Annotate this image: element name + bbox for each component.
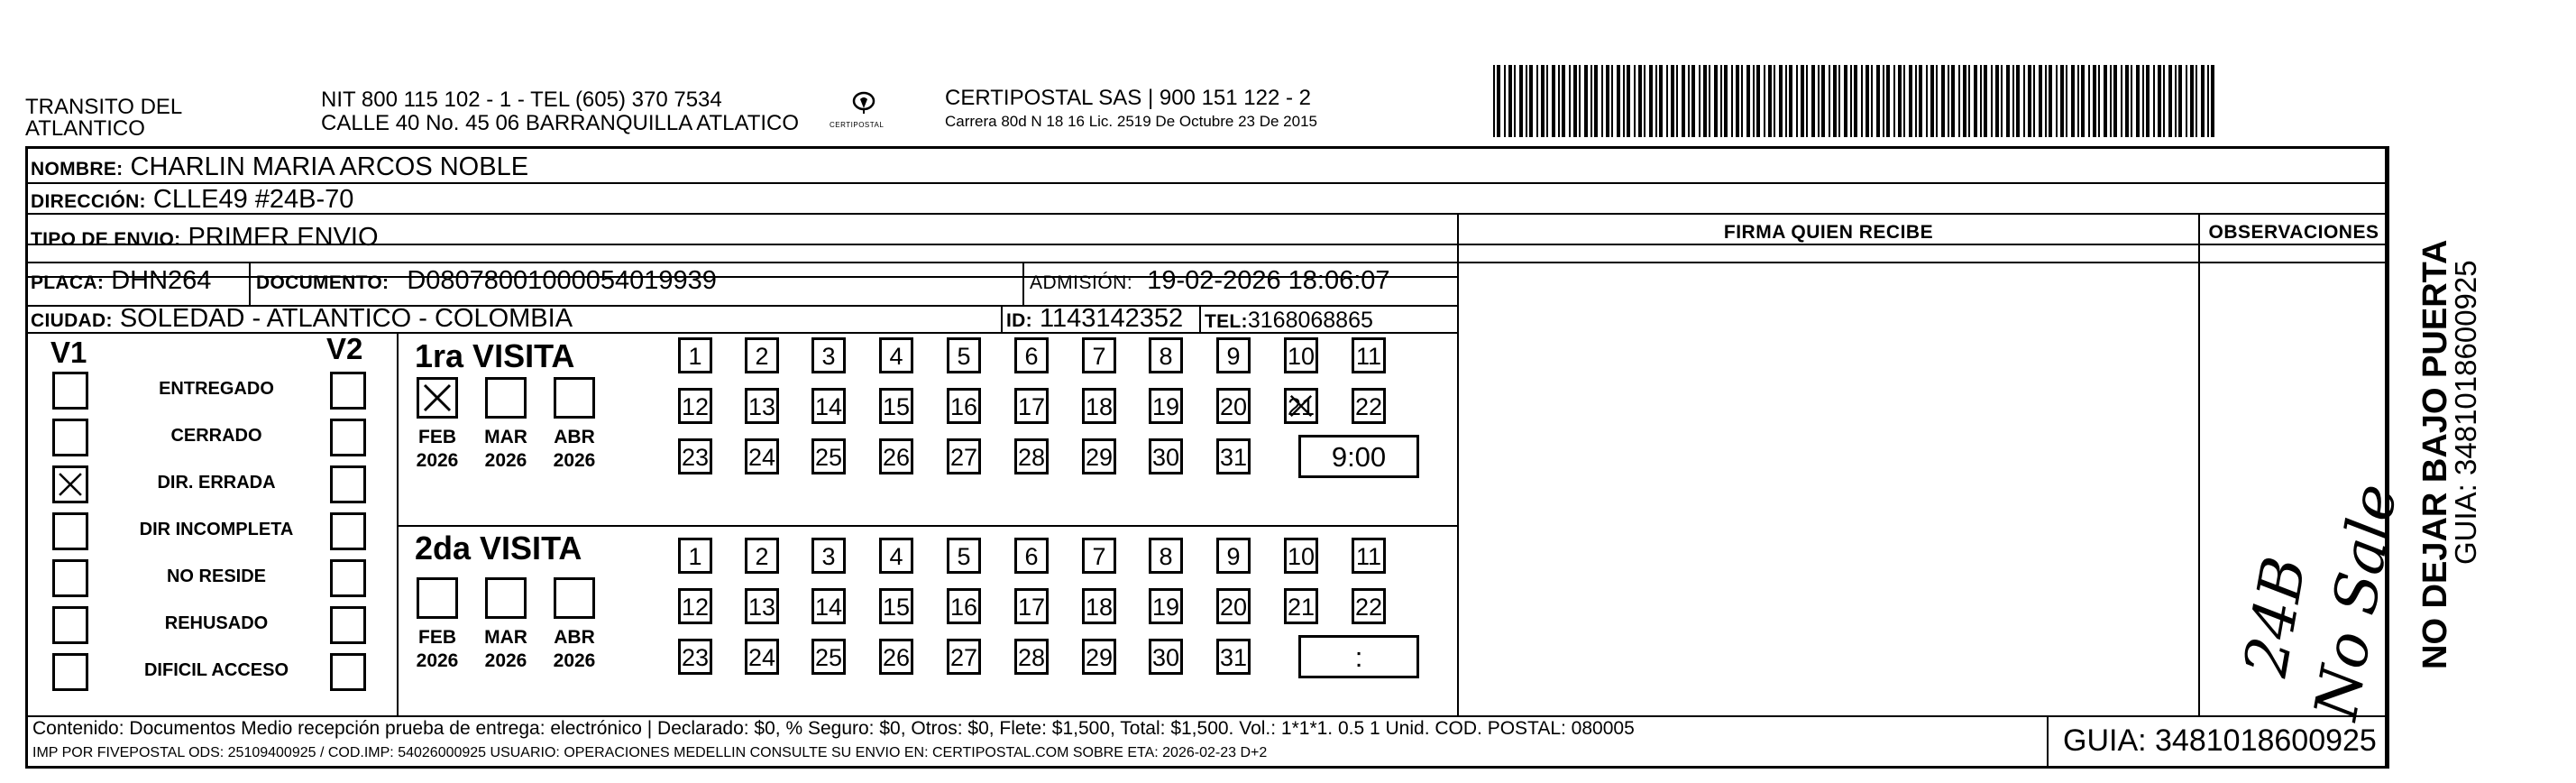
v2-checkbox[interactable] (330, 372, 366, 410)
firma-column-header: FIRMA QUIEN RECIBE (1723, 222, 1934, 243)
day-number: 19 (1151, 594, 1180, 621)
day-box[interactable] (811, 538, 846, 574)
checkmark-x-icon (419, 380, 455, 416)
day-number: 10 (1287, 543, 1316, 570)
day-number: 3 (821, 343, 836, 370)
day-number: 27 (949, 644, 978, 671)
day-number: 16 (949, 393, 978, 420)
day-number: 12 (681, 594, 710, 621)
month-checkbox[interactable] (554, 377, 595, 419)
status-label: CERRADO (170, 426, 262, 446)
day-box[interactable] (1014, 438, 1049, 474)
day-box[interactable] (1216, 438, 1251, 474)
v1-checkbox[interactable] (52, 606, 88, 644)
placa-label: PLACA: (31, 272, 105, 293)
day-box[interactable] (947, 337, 981, 373)
day-number: 8 (1159, 543, 1173, 570)
checkmark-x-icon (1287, 391, 1316, 421)
certipostal-logo-icon (828, 87, 900, 141)
day-number: 4 (889, 343, 903, 370)
day-number: 1 (688, 343, 702, 370)
day-number: 11 (1355, 543, 1382, 570)
day-number: 23 (681, 644, 710, 671)
address-line: CALLE 40 No. 45 06 BARRANQUILLA ATLATICO (321, 111, 800, 135)
status-label: NO RESIDE (166, 567, 267, 586)
tel-field (1205, 305, 1373, 337)
day-number: 5 (957, 543, 971, 570)
contenido-text: Contenido: Documentos Medio recepción prueba de entrega: electrónico | Declarado: $0, % Seguro: $0, Otros: $0, Flete: $1,500, Total: $1,500. Vol.: 1*1*1. 0.5 1 Unid. COD. POSTAL: 080005 (32, 718, 1635, 739)
day-number: 21 (1287, 594, 1316, 621)
month-label: ABR 2026 (553, 627, 596, 671)
day-number: 31 (1219, 444, 1248, 471)
day-box[interactable] (1284, 337, 1318, 373)
direccion-label: DIRECCIÓN: (31, 191, 146, 212)
day-box[interactable] (1216, 639, 1251, 675)
admision-field (1030, 265, 1390, 299)
day-number: 26 (882, 444, 911, 471)
month-label: FEB 2026 (416, 427, 459, 471)
day-box[interactable] (811, 639, 846, 675)
day-box[interactable] (678, 639, 712, 675)
v1-checkbox[interactable] (52, 559, 88, 597)
month-checkbox[interactable] (417, 377, 458, 419)
day-box[interactable] (879, 337, 913, 373)
day-number: 24 (747, 644, 776, 671)
tipo-envio-value: PRIMER ENVIO (188, 223, 379, 252)
day-number: 23 (681, 444, 710, 471)
day-box[interactable] (947, 588, 981, 624)
day-box[interactable] (678, 337, 712, 373)
day-box[interactable] (1352, 388, 1386, 424)
checkmark-x-icon (55, 468, 86, 501)
day-box[interactable] (678, 388, 712, 424)
id-field (1006, 303, 1183, 336)
v2-checkbox[interactable] (330, 606, 366, 644)
nombre-label: NOMBRE: (31, 159, 124, 180)
day-box[interactable] (1149, 388, 1183, 424)
day-number: 18 (1085, 393, 1114, 420)
day-number: 6 (1024, 543, 1039, 570)
day-box[interactable] (1014, 639, 1049, 675)
day-box[interactable] (947, 438, 981, 474)
day-number: 31 (1219, 644, 1248, 671)
month-label: ABR 2026 (553, 427, 596, 471)
day-box[interactable] (1082, 337, 1116, 373)
day-number: 15 (882, 393, 911, 420)
day-box[interactable] (879, 639, 913, 675)
day-number: 2 (755, 343, 769, 370)
ciudad-value: SOLEDAD - ATLANTICO - COLOMBIA (119, 304, 573, 333)
month-label: MAR 2026 (484, 627, 527, 671)
ciudad-label: CIUDAD: (31, 310, 113, 331)
v2-checkbox[interactable] (330, 512, 366, 550)
day-number: 17 (1017, 393, 1046, 420)
day-number: 14 (814, 594, 843, 621)
v2-checkbox[interactable] (330, 465, 366, 503)
day-number: 13 (747, 594, 776, 621)
status-label: DIFICIL ACCESO (143, 660, 289, 680)
nombre-value: CHARLIN MARIA ARCOS NOBLE (130, 152, 529, 181)
day-box[interactable] (1014, 588, 1049, 624)
v1-checkbox[interactable] (52, 372, 88, 410)
day-box[interactable] (1082, 588, 1116, 624)
day-box[interactable] (811, 588, 846, 624)
day-box[interactable] (1082, 388, 1116, 424)
day-number: 18 (1085, 594, 1114, 621)
barcode-icon (1493, 65, 2223, 137)
day-number: 15 (882, 594, 911, 621)
day-number: 27 (949, 444, 978, 471)
tipo-envio-field (31, 222, 379, 255)
month-checkbox[interactable] (485, 577, 527, 619)
day-number: 7 (1092, 343, 1106, 370)
day-box[interactable] (1149, 588, 1183, 624)
day-number: 20 (1219, 393, 1248, 420)
day-box[interactable] (745, 337, 779, 373)
day-box[interactable] (745, 588, 779, 624)
day-box[interactable] (1284, 388, 1318, 424)
v1-label: V1 (50, 336, 87, 369)
day-box[interactable] (1149, 538, 1183, 574)
admision-value: 19-02-2026 18:06:07 (1147, 266, 1390, 295)
day-box[interactable] (879, 438, 913, 474)
company-line: CERTIPOSTAL SAS | 900 151 122 - 2 (945, 86, 1311, 110)
day-number: 11 (1355, 343, 1382, 370)
month-label: MAR 2026 (484, 427, 527, 471)
side-guia: GUIA: 3481018600925 (2449, 260, 2482, 565)
day-number: 21 (1287, 393, 1316, 420)
no-dejar-warning: NO DEJAR BAJO PUERTA (2416, 239, 2454, 669)
day-number: 4 (889, 543, 903, 570)
day-number: 16 (949, 594, 978, 621)
day-box[interactable] (1082, 538, 1116, 574)
status-label: ENTREGADO (159, 379, 274, 399)
second-visit-title: 2da VISITA (415, 530, 582, 567)
ciudad-field (31, 303, 573, 336)
nombre-field (31, 152, 528, 185)
day-number: 9 (1226, 343, 1241, 370)
status-label: REHUSADO (164, 613, 269, 633)
admision-label: ADMISIÓN: (1030, 272, 1133, 293)
org-name-line1: TRANSITO DEL (25, 95, 183, 119)
status-label: DIR INCOMPLETA (139, 520, 294, 539)
day-box[interactable] (1216, 337, 1251, 373)
day-box[interactable] (879, 588, 913, 624)
tipo-envio-label: TIPO DE ENVIO: (31, 229, 181, 250)
handwritten-note-line1: 24B (2231, 551, 2320, 682)
observaciones-column-header: OBSERVACIONES (2208, 222, 2379, 243)
day-box[interactable] (1082, 438, 1116, 474)
day-box[interactable] (947, 388, 981, 424)
day-number: 22 (1354, 393, 1383, 420)
month-label: FEB 2026 (416, 627, 459, 671)
v1-checkbox[interactable] (52, 465, 88, 503)
day-number: 20 (1219, 594, 1248, 621)
tel-value: 3168068865 (1247, 308, 1373, 333)
day-number: 30 (1151, 644, 1180, 671)
month-checkbox[interactable] (554, 577, 595, 619)
day-number: 7 (1092, 543, 1106, 570)
day-number: 2 (755, 543, 769, 570)
nit-line: NIT 800 115 102 - 1 - TEL (605) 370 7534 (321, 88, 722, 112)
v1-checkbox[interactable] (52, 419, 88, 456)
day-number: 22 (1354, 594, 1383, 621)
day-box[interactable] (1352, 588, 1386, 624)
day-number: 3 (821, 543, 836, 570)
time-box[interactable]: : (1298, 635, 1419, 678)
day-number: 13 (747, 393, 776, 420)
day-number: 6 (1024, 343, 1039, 370)
day-box[interactable] (745, 388, 779, 424)
handwritten-note-line2: No Sale (2301, 478, 2411, 725)
placa-value: DHN264 (111, 266, 212, 295)
direccion-value: CLLE49 #24B-70 (152, 185, 354, 214)
day-box[interactable] (1149, 639, 1183, 675)
day-number: 28 (1017, 644, 1046, 671)
logo-text: CERTIPOSTAL (830, 121, 885, 129)
documento-field (256, 265, 717, 299)
day-box[interactable] (745, 639, 779, 675)
day-number: 14 (814, 393, 843, 420)
day-box[interactable] (1082, 639, 1116, 675)
documento-label: DOCUMENTO: (256, 272, 390, 293)
first-visit-title: 1ra VISITA (415, 337, 575, 374)
v2-label: V2 (326, 332, 363, 365)
guia-number: GUIA: 3481018600925 (2063, 723, 2377, 758)
day-number: 17 (1017, 594, 1046, 621)
v1-checkbox[interactable] (52, 653, 88, 691)
month-checkbox[interactable] (485, 377, 527, 419)
day-box[interactable] (1014, 337, 1049, 373)
day-box[interactable] (1216, 538, 1251, 574)
day-number: 26 (882, 644, 911, 671)
day-box[interactable] (678, 588, 712, 624)
id-value: 1143142352 (1039, 304, 1184, 333)
time-box[interactable]: 9:00 (1298, 435, 1419, 478)
day-box[interactable] (1216, 588, 1251, 624)
day-number: 19 (1151, 393, 1180, 420)
day-box[interactable] (1352, 337, 1386, 373)
day-box[interactable] (811, 337, 846, 373)
day-box[interactable] (678, 438, 712, 474)
direccion-field (31, 184, 353, 217)
day-number: 10 (1287, 343, 1316, 370)
day-box[interactable] (1216, 388, 1251, 424)
v2-checkbox[interactable] (330, 559, 366, 597)
day-box[interactable] (1149, 438, 1183, 474)
day-box[interactable] (1014, 388, 1049, 424)
day-box[interactable] (745, 438, 779, 474)
day-box[interactable] (678, 538, 712, 574)
day-number: 1 (688, 543, 702, 570)
day-box[interactable] (1284, 538, 1318, 574)
day-box[interactable] (879, 388, 913, 424)
day-box[interactable] (1014, 538, 1049, 574)
day-number: 28 (1017, 444, 1046, 471)
documento-value: D08078001000054019939 (407, 266, 717, 295)
day-number: 8 (1159, 343, 1173, 370)
id-label: ID: (1006, 310, 1032, 331)
org-name-line2: ATLANTICO (25, 116, 145, 141)
day-box[interactable] (1352, 538, 1386, 574)
day-box[interactable] (811, 438, 846, 474)
day-box[interactable] (811, 388, 846, 424)
day-number: 30 (1151, 444, 1180, 471)
day-number: 25 (814, 644, 843, 671)
day-number: 25 (814, 444, 843, 471)
status-label: DIR. ERRADA (157, 473, 276, 493)
day-number: 5 (957, 343, 971, 370)
day-box[interactable] (879, 538, 913, 574)
day-number: 24 (747, 444, 776, 471)
imp-text: IMP POR FIVEPOSTAL ODS: 25109400925 / COD.IMP: 54026000925 USUARIO: OPERACIONES MEDELLIN CONSULTE SU ENVIO EN: CERTIPOSTAL.COM SOBRE ETA: 2026-02-23 D+2 (32, 745, 1268, 760)
v1-checkbox[interactable] (52, 512, 88, 550)
company-address: Carrera 80d N 18 16 Lic. 2519 De Octubre 23 De 2015 (945, 113, 1317, 130)
day-number: 29 (1085, 644, 1114, 671)
day-box[interactable] (947, 538, 981, 574)
day-box[interactable] (745, 538, 779, 574)
v2-checkbox[interactable] (330, 419, 366, 456)
month-checkbox[interactable] (417, 577, 458, 619)
v2-checkbox[interactable] (330, 653, 366, 691)
day-number: 12 (681, 393, 710, 420)
day-box[interactable] (1284, 588, 1318, 624)
day-box[interactable] (947, 639, 981, 675)
day-number: 9 (1226, 543, 1241, 570)
placa-field (31, 265, 211, 299)
day-box[interactable] (1149, 337, 1183, 373)
tel-label: TEL: (1205, 311, 1248, 332)
day-number: 29 (1085, 444, 1114, 471)
